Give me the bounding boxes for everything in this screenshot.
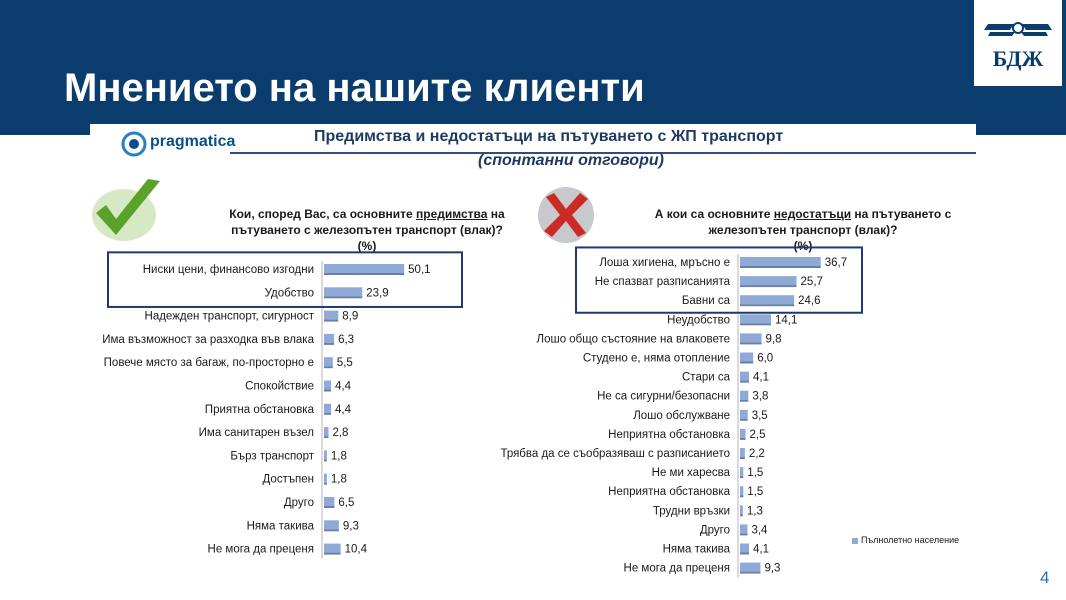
bar-shadow-1-9 — [740, 438, 746, 440]
bar-1-14 — [740, 524, 747, 533]
bar-0-2 — [324, 311, 338, 320]
bar-shadow-1-7 — [740, 400, 748, 402]
value-label-0-9: 1,8 — [330, 473, 347, 486]
category-label-1-15: Няма такива — [662, 543, 730, 556]
question-advantages-part-2: на пътуването с железопътен транспорт (влак)? — [231, 207, 505, 237]
value-label-1-14: 3,4 — [751, 524, 768, 537]
bar-1-12 — [740, 486, 743, 495]
bar-shadow-0-2 — [324, 320, 338, 322]
bar-0-6 — [324, 404, 331, 413]
category-label-1-14: Друго — [699, 524, 730, 537]
value-label-1-16: 9,3 — [764, 562, 781, 575]
category-label-0-6: Приятна обстановка — [204, 403, 314, 416]
bar-shadow-0-9 — [324, 483, 327, 485]
bar-0-12 — [324, 544, 341, 553]
category-label-0-1: Удобство — [264, 287, 314, 300]
bar-shadow-0-0 — [324, 273, 404, 275]
category-label-0-11: Няма такива — [246, 520, 314, 533]
bar-1-9 — [740, 429, 746, 438]
bar-shadow-1-13 — [740, 514, 743, 516]
chart-title: Предимства и недостатъци на пътуването с ЖП транспорт — [314, 128, 784, 145]
question-advantages-unit: (%) — [357, 239, 377, 253]
bar-1-16 — [740, 563, 760, 572]
page-number: 4 — [1040, 568, 1050, 587]
question-disadvantages-part-1: А кои са основните — [654, 207, 774, 221]
category-label-0-5: Спокойствие — [245, 380, 314, 393]
slide-title: Мнението на нашите клиенти — [64, 66, 645, 110]
category-label-1-16: Не мога да преценя — [623, 562, 730, 575]
chart-subtitle: (спонтанни отговори) — [478, 152, 664, 169]
chart-legend — [852, 535, 959, 545]
value-label-0-2: 8,9 — [342, 310, 359, 323]
value-label-1-9: 2,5 — [749, 428, 766, 441]
bar-shadow-1-8 — [740, 419, 748, 421]
category-label-1-11: Не ми харесва — [651, 467, 730, 480]
bar-shadow-1-4 — [740, 342, 762, 344]
bar-1-8 — [740, 410, 748, 419]
value-label-0-10: 6,5 — [338, 497, 355, 509]
bar-shadow-1-10 — [740, 457, 745, 459]
bar-shadow-1-11 — [740, 476, 743, 478]
bar-shadow-1-1 — [740, 285, 797, 287]
category-label-1-1: Не спазват разписанията — [594, 276, 730, 289]
category-label-1-12: Неприятна обстановка — [608, 486, 730, 499]
value-label-0-0: 50,1 — [408, 264, 431, 276]
question-disadvantages-part-2: на пътуването с железопътен транспорт (влак)? — [708, 207, 952, 237]
category-label-0-8: Бърз транспорт — [230, 450, 314, 463]
bar-shadow-1-15 — [740, 553, 749, 555]
value-label-1-11: 1,5 — [747, 467, 764, 480]
bar-shadow-0-8 — [324, 459, 327, 461]
category-label-0-0: Ниски цени, финансово изгодни — [142, 264, 314, 276]
bar-1-4 — [740, 333, 762, 342]
bar-shadow-1-0 — [740, 266, 821, 268]
bar-1-1 — [740, 276, 797, 285]
bar-1-6 — [740, 372, 749, 381]
value-label-1-4: 9,8 — [765, 333, 782, 346]
category-label-1-7: Не са сигурни/безопасни — [597, 390, 730, 403]
bar-shadow-0-6 — [324, 413, 331, 415]
question-disadvantages-unit: (%) — [793, 239, 813, 253]
bar-0-10 — [324, 497, 334, 506]
bar-1-5 — [740, 353, 753, 362]
bar-0-7 — [324, 427, 328, 436]
bar-1-2 — [740, 295, 794, 304]
bar-0-3 — [324, 334, 334, 343]
bar-0-0 — [324, 264, 404, 273]
bar-1-15 — [740, 544, 749, 553]
category-label-1-2: Бавни са — [681, 295, 730, 308]
bar-shadow-0-3 — [324, 343, 334, 345]
category-label-1-5: Студено е, няма отопление — [582, 352, 730, 365]
value-label-1-5: 6,0 — [757, 352, 774, 365]
value-label-0-12: 10,4 — [344, 543, 368, 556]
value-label-1-2: 24,6 — [798, 295, 821, 308]
bar-shadow-1-2 — [740, 304, 794, 306]
category-label-1-4: Лошо общо състояние на влаковете — [536, 333, 730, 346]
value-label-1-8: 3,5 — [751, 409, 768, 422]
value-label-1-13: 1,3 — [746, 505, 763, 518]
value-label-1-3: 14,1 — [775, 314, 798, 327]
bar-shadow-1-12 — [740, 495, 743, 497]
bar-0-5 — [324, 381, 331, 390]
category-label-1-3: Неудобство — [667, 314, 730, 327]
category-label-0-3: Има възможност за разходка във влака — [102, 333, 314, 346]
bar-shadow-1-16 — [740, 572, 760, 574]
value-label-0-4: 5,5 — [336, 357, 353, 370]
category-label-1-10: Трябва да се съобразяваш с разписанието — [500, 448, 730, 460]
value-label-0-7: 2,8 — [332, 427, 349, 440]
value-label-0-1: 23,9 — [366, 287, 389, 300]
question-disadvantages-keyword: недостатъци — [773, 207, 852, 221]
category-label-1-9: Неприятна обстановка — [608, 428, 730, 441]
bar-shadow-0-7 — [324, 436, 328, 438]
bar-1-10 — [740, 448, 745, 457]
category-label-0-12: Не мога да преценя — [207, 543, 314, 556]
bar-1-13 — [740, 505, 743, 514]
bar-0-4 — [324, 357, 333, 366]
category-label-1-6: Стари са — [682, 371, 730, 384]
legend-label: Пълнолетно население — [861, 535, 960, 545]
value-label-1-1: 25,7 — [800, 276, 823, 289]
bar-0-11 — [324, 520, 339, 529]
bar-shadow-0-1 — [324, 296, 362, 298]
category-label-0-7: Има санитарен възел — [198, 427, 314, 440]
category-label-0-10: Друго — [283, 497, 314, 509]
category-label-0-4: Повече място за багаж, по-просторно е — [103, 357, 314, 370]
value-label-1-6: 4,1 — [753, 371, 770, 384]
bar-1-3 — [740, 314, 771, 323]
value-label-0-11: 9,3 — [342, 520, 359, 533]
bar-shadow-0-5 — [324, 390, 331, 392]
bar-1-7 — [740, 391, 748, 400]
bar-0-9 — [324, 474, 327, 483]
category-label-1-13: Трудни връзки — [652, 505, 730, 518]
value-label-1-0: 36,7 — [824, 257, 848, 269]
bar-shadow-0-12 — [324, 553, 341, 555]
value-label-1-12: 1,5 — [747, 486, 764, 499]
value-label-1-15: 4,1 — [753, 543, 770, 556]
value-label-0-6: 4,4 — [335, 403, 352, 416]
value-label-0-5: 4,4 — [335, 380, 352, 393]
legend-swatch — [852, 538, 858, 544]
bar-shadow-0-10 — [324, 506, 334, 508]
pragmatica-brand: pragmatica — [150, 133, 236, 150]
bar-1-11 — [740, 467, 743, 476]
bdz-logo-text: БДЖ — [992, 46, 1044, 71]
question-advantages-part-1: Кои, според Вас, са основните — [229, 207, 417, 221]
category-label-1-0: Лоша хигиена, мръсно е — [599, 257, 730, 269]
category-label-0-9: Достъпен — [262, 473, 314, 486]
category-label-0-2: Надежден транспорт, сигурност — [144, 310, 314, 323]
question-advantages-keyword: предимства — [416, 207, 488, 221]
bar-shadow-1-6 — [740, 381, 749, 383]
value-label-1-10: 2,2 — [748, 448, 765, 460]
bar-1-0 — [740, 257, 821, 266]
bar-shadow-1-3 — [740, 323, 771, 325]
bar-shadow-1-5 — [740, 362, 753, 364]
bar-0-8 — [324, 450, 327, 459]
value-label-0-8: 1,8 — [330, 450, 347, 463]
value-label-1-7: 3,8 — [752, 390, 769, 403]
bar-shadow-0-11 — [324, 529, 339, 531]
category-label-1-8: Лошо обслужване — [633, 409, 730, 422]
bar-0-1 — [324, 287, 362, 296]
bar-shadow-0-4 — [324, 366, 333, 368]
bar-shadow-1-14 — [740, 533, 747, 535]
value-label-0-3: 6,3 — [338, 333, 355, 346]
